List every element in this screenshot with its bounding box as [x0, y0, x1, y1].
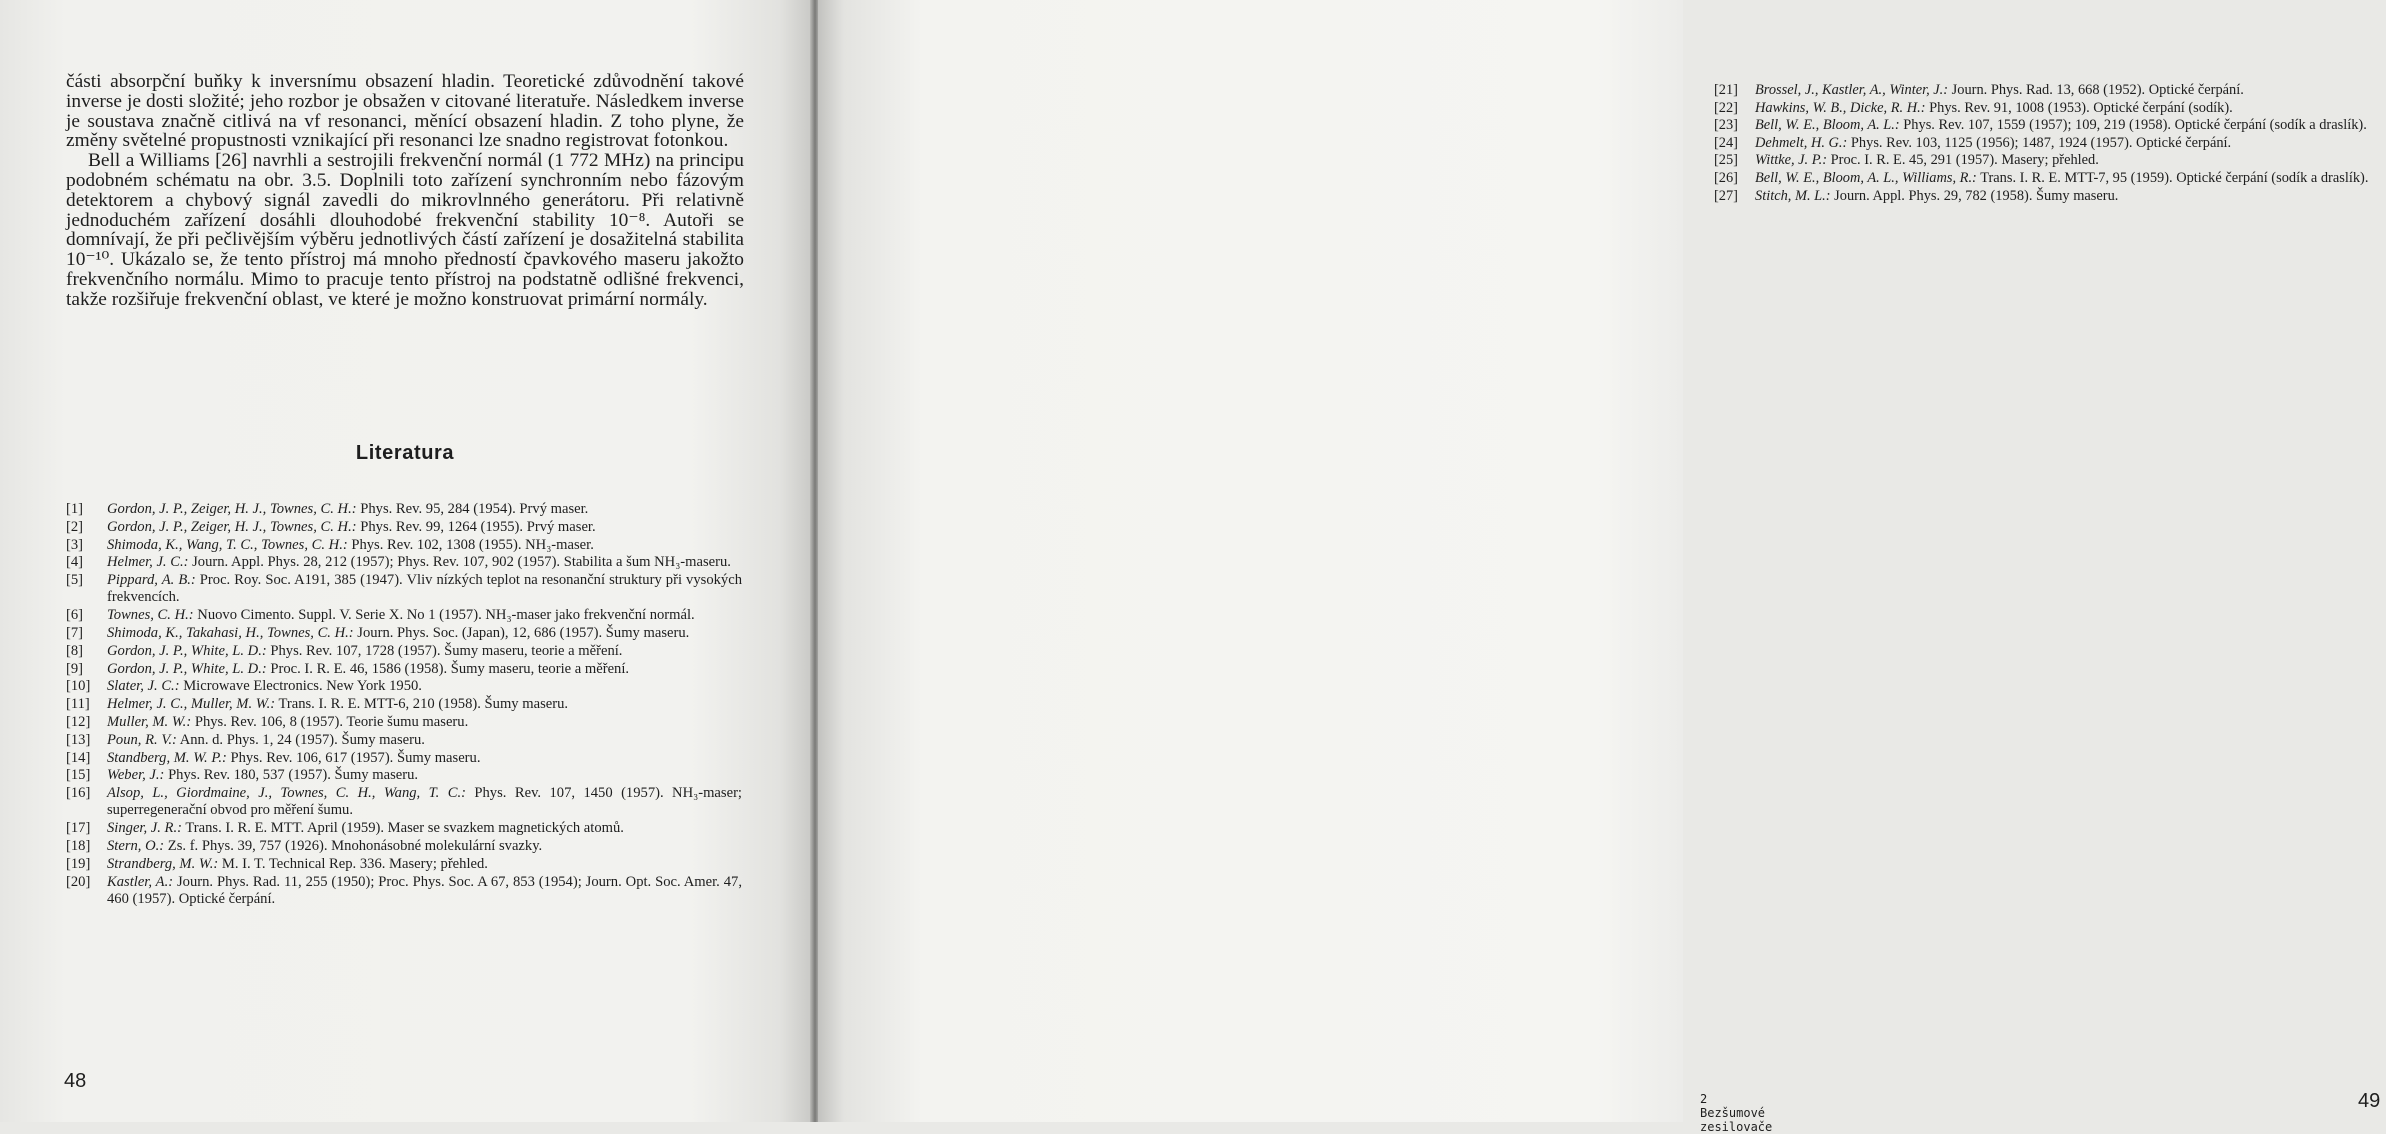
- reference-number: [10]: [66, 678, 91, 695]
- reference-text: Phys. Rev. 91, 1008 (1953). Optické čerpání (sodík).: [1925, 99, 2233, 116]
- reference-text: Phys. Rev. 107, 1559 (1957); 109, 219 (1958). Optické čerpání (sodík a draslík).: [1899, 117, 2367, 134]
- reference-text: Journ. Appl. Phys. 28, 212 (1957); Phys. Rev. 107, 902 (1957). Stabilita a šum NH₃-maseru.: [188, 554, 731, 571]
- reference-text: Phys. Rev. 107, 1728 (1957). Šumy maseru, teorie a měření.: [266, 642, 623, 659]
- reference-item: [66, 537, 742, 554]
- chapter-footer: 2 Bezšumové zesilovače: [1700, 1092, 1773, 1134]
- reference-item: [66, 696, 742, 713]
- reference-authors: Muller, M. W.:: [107, 713, 192, 730]
- reference-authors: Alsop, L., Giordmaine, J., Townes, C. H., Wang, T. C.:: [107, 785, 466, 802]
- reference-item: [66, 572, 742, 606]
- reference-item: [66, 625, 742, 642]
- reference-item: [66, 607, 742, 624]
- reference-authors: Gordon, J. P., Zeiger, H. J., Townes, C. H.:: [107, 518, 357, 535]
- page-number: 49: [2358, 1090, 2381, 1112]
- reference-item: [1714, 100, 2386, 117]
- reference-number: [26]: [1714, 169, 1738, 186]
- reference-number: [27]: [1714, 187, 1738, 204]
- reference-item: [66, 661, 742, 678]
- reference-item: [1714, 82, 2386, 99]
- reference-text: Ann. d. Phys. 1, 24 (1957). Šumy maseru.: [176, 731, 425, 748]
- reference-item: [66, 785, 742, 819]
- right-page: [818, 0, 2381, 1134]
- reference-item: [1714, 188, 2386, 205]
- reference-number: [1]: [66, 501, 84, 517]
- reference-text: M. I. T. Technical Rep. 336. Masery; přehled.: [218, 855, 488, 872]
- reference-text: Trans. I. R. E. MTT. April (1959). Maser se svazkem magnetických atomů.: [181, 820, 624, 837]
- reference-item: [1714, 170, 2386, 187]
- reference-number: [20]: [66, 873, 91, 890]
- reference-authors: Townes, C. H.:: [107, 607, 194, 624]
- reference-text: Phys. Rev. 106, 617 (1957). Šumy maseru.: [226, 749, 481, 766]
- reference-text: Trans. I. R. E. MTT-6, 210 (1958). Šumy maseru.: [275, 696, 569, 713]
- reference-number: [13]: [66, 731, 91, 748]
- paragraph: Bell a Williams [26] navrhli a sestrojili frekvenční normál (1 772 MHz) na principu podobném schématu na obr. 3.5. Doplnili toto zařízení synchronním nebo fázovým detektorem a chybový signál zavedli do mikrovlnného generátoru. Při relativně jednoduchém zařízení dosáhli dlouhodobé frekvenční stability 10⁻⁸. Autoři se domnívají, že při pečlivějším výběru jednotlivých částí zařízení je dosažitelná stabilita 10⁻¹⁰. Ukázalo se, že tento přístroj má mnoho předností čpavkového maseru jakožto frekvenčního normálu. Mimo to pracuje tento přístroj na podstatně odlišné frekvenci, takže rozšiřuje frekvenční oblast, ve které je možno konstruovat primární normály.: [66, 150, 744, 310]
- reference-text: Phys. Rev. 107, 1450 (1957). NH₃-maser; superregenerační obvod pro měření šumu.: [107, 785, 742, 819]
- reference-number: [9]: [66, 660, 84, 677]
- section-heading: Literatura: [355, 442, 455, 464]
- reference-text: Zs. f. Phys. 39, 757 (1926). Mnohonásobné molekulární svazky.: [164, 837, 543, 854]
- reference-authors: Dehmelt, H. G.:: [1755, 134, 1848, 151]
- reference-authors: Gordon, J. P., Zeiger, H. J., Townes, C. H.:: [107, 501, 357, 517]
- reference-authors: Brossel, J., Kastler, A., Winter, J.:: [1755, 82, 1949, 98]
- reference-authors: Gordon, J. P., White, L. D.:: [107, 642, 267, 659]
- reference-number: [25]: [1714, 152, 1738, 169]
- reference-text: Phys. Rev. 103, 1125 (1956); 1487, 1924 (1957). Optické čerpání.: [1847, 134, 2232, 151]
- reference-number: [4]: [66, 554, 84, 571]
- reference-number: [16]: [66, 785, 91, 802]
- reference-text: Proc. I. R. E. 46, 1586 (1958). Šumy maseru, teorie a měření.: [266, 660, 630, 677]
- reference-authors: Shimoda, K., Takahasi, H., Townes, C. H.:: [107, 624, 354, 641]
- reference-authors: Weber, J.:: [107, 767, 165, 784]
- reference-list: [1714, 82, 2386, 205]
- reference-number: [21]: [1714, 82, 1738, 98]
- reference-authors: Singer, J. R.:: [107, 820, 182, 837]
- reference-authors: Wittke, J. P.:: [1755, 152, 1828, 169]
- reference-text: Phys. Rev. 102, 1308 (1955). NH₃-maser.: [347, 536, 594, 553]
- reference-authors: Slater, J. C.:: [107, 678, 180, 695]
- reference-item: [1714, 117, 2386, 134]
- reference-item: [1714, 152, 2386, 169]
- reference-text: Journ. Phys. Rad. 11, 255 (1950); Proc. Phys. Soc. A 67, 853 (1954); Journ. Opt. Soc. Amer. 47, 460 (1957). Optické čerpání.: [107, 873, 742, 907]
- reference-number: [15]: [66, 767, 91, 784]
- left-page: [0, 0, 812, 1122]
- reference-number: [5]: [66, 572, 84, 589]
- reference-item: [66, 714, 742, 731]
- reference-text: Trans. I. R. E. MTT-7, 95 (1959). Optické čerpání (sodík a draslík).: [1976, 169, 2369, 186]
- reference-item: [66, 750, 742, 767]
- reference-text: Phys. Rev. 99, 1264 (1955). Prvý maser.: [356, 518, 596, 535]
- reference-authors: Stern, O.:: [107, 837, 165, 854]
- reference-item: [66, 856, 742, 873]
- reference-item: [66, 820, 742, 837]
- reference-item: [66, 519, 742, 536]
- reference-number: [8]: [66, 642, 84, 659]
- reference-authors: Hawkins, W. B., Dicke, R. H.:: [1755, 99, 1926, 116]
- reference-authors: Kastler, A.:: [107, 873, 174, 890]
- reference-number: [23]: [1714, 117, 1738, 134]
- reference-item: [66, 732, 742, 749]
- reference-item: [66, 501, 742, 518]
- reference-text: Phys. Rev. 180, 537 (1957). Šumy maseru.: [164, 767, 419, 784]
- reference-authors: Poun, R. V.:: [107, 731, 177, 748]
- reference-number: [14]: [66, 749, 91, 766]
- reference-number: [11]: [66, 696, 90, 713]
- reference-number: [7]: [66, 624, 84, 641]
- reference-text: Proc. I. R. E. 45, 291 (1957). Masery; přehled.: [1827, 152, 2099, 169]
- reference-authors: Helmer, J. C.:: [107, 554, 189, 571]
- reference-item: [66, 678, 742, 695]
- reference-authors: Helmer, J. C., Muller, M. W.:: [107, 696, 276, 713]
- reference-item: [1714, 135, 2386, 152]
- reference-number: [2]: [66, 518, 84, 535]
- reference-number: [12]: [66, 713, 91, 730]
- reference-number: [24]: [1714, 134, 1738, 151]
- reference-text: Journ. Phys. Rad. 13, 668 (1952). Optické čerpání.: [1948, 82, 2244, 98]
- reference-authors: Gordon, J. P., White, L. D.:: [107, 660, 267, 677]
- reference-authors: Bell, W. E., Bloom, A. L.:: [1755, 117, 1900, 134]
- reference-text: Proc. Roy. Soc. A191, 385 (1947). Vliv nízkých teplot na resonanční struktury při vysokých frekvencích.: [107, 572, 742, 606]
- page-number: 48: [64, 1070, 87, 1092]
- reference-item: [66, 874, 742, 908]
- reference-text: Journ. Phys. Soc. (Japan), 12, 686 (1957). Šumy maseru.: [353, 624, 690, 641]
- reference-number: [17]: [66, 820, 91, 837]
- reference-authors: Stitch, M. L.:: [1755, 187, 1831, 204]
- reference-number: [19]: [66, 855, 91, 872]
- reference-text: Nuovo Cimento. Suppl. V. Serie X. No 1 (1957). NH₃-maser jako frekvenční normál.: [193, 607, 695, 624]
- reference-authors: Shimoda, K., Wang, T. C., Townes, C. H.:: [107, 536, 348, 553]
- reference-item: [66, 643, 742, 660]
- reference-number: [3]: [66, 536, 84, 553]
- reference-number: [6]: [66, 607, 84, 624]
- reference-authors: Bell, W. E., Bloom, A. L., Williams, R.:: [1755, 169, 1977, 186]
- reference-number: [22]: [1714, 99, 1738, 116]
- reference-list: [66, 501, 742, 909]
- reference-authors: Strandberg, M. W.:: [107, 855, 219, 872]
- reference-text: Journ. Appl. Phys. 29, 782 (1958). Šumy maseru.: [1830, 187, 2119, 204]
- reference-authors: Standberg, M. W. P.:: [107, 749, 227, 766]
- body-text: [66, 72, 744, 310]
- reference-item: [66, 767, 742, 784]
- reference-text: Phys. Rev. 106, 8 (1957). Teorie šumu maseru.: [191, 713, 469, 730]
- reference-text: Microwave Electronics. New York 1950.: [179, 678, 422, 695]
- reference-authors: Pippard, A. B.:: [107, 572, 196, 589]
- reference-item: [66, 838, 742, 855]
- paragraph: části absorpční buňky k inversnímu obsazení hladin. Teoretické zdůvodnění takové inverse je dosti složité; jeho rozbor je obsažen v citované literatuře. Následkem inverse je soustava značně citlivá na vf resonanci, měnící obsazení hladin. Z toho plyne, že změny světelné propustnosti vznikající při resonanci lze snadno registrovat fotonkou.: [66, 71, 744, 152]
- reference-item: [66, 554, 742, 571]
- reference-number: [18]: [66, 837, 91, 854]
- reference-text: Phys. Rev. 95, 284 (1954). Prvý maser.: [356, 501, 589, 517]
